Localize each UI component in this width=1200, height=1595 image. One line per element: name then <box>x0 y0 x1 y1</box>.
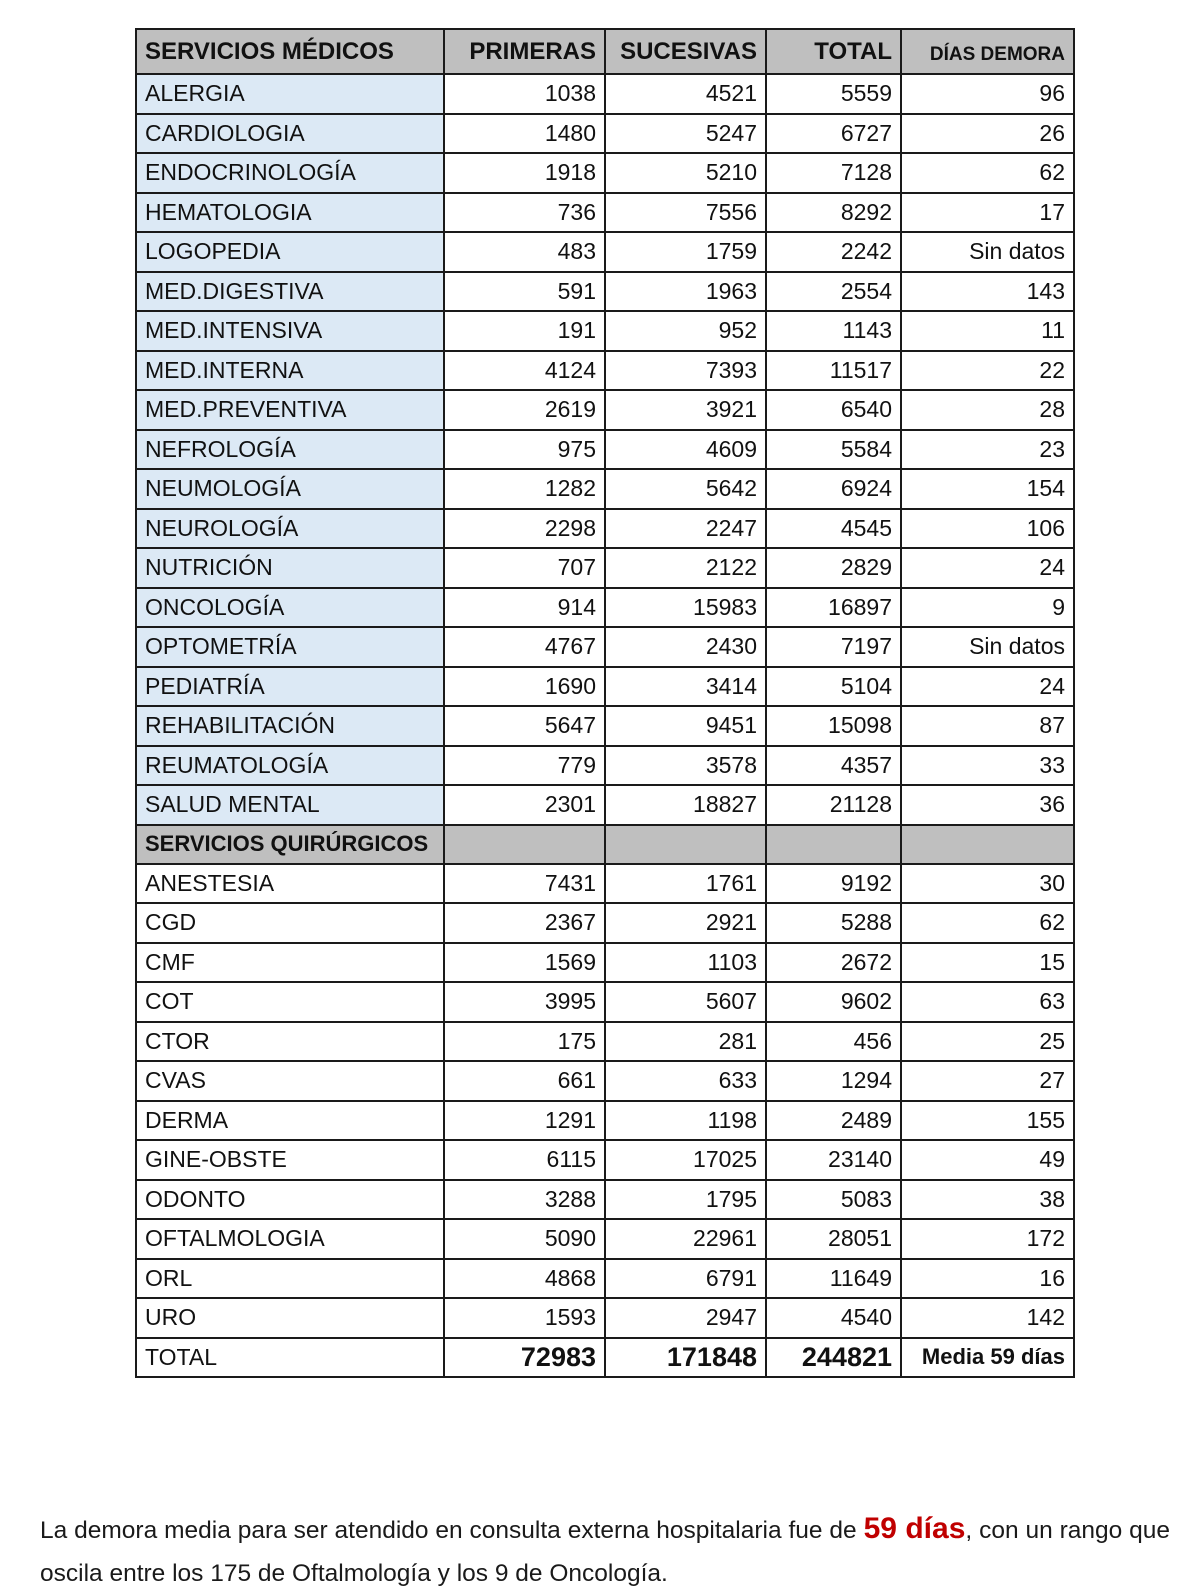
primeras-cell: 2301 <box>444 785 605 825</box>
dias-demora-cell: 155 <box>901 1101 1074 1141</box>
total-cell: 28051 <box>766 1219 901 1259</box>
total-sucesivas: 171848 <box>605 1338 766 1378</box>
table-header-row <box>136 29 1074 74</box>
sucesivas-cell: 15983 <box>605 588 766 628</box>
sucesivas-cell: 4521 <box>605 74 766 114</box>
service-name-cell: SALUD MENTAL <box>136 785 444 825</box>
sucesivas-cell: 5607 <box>605 982 766 1022</box>
table-row <box>136 1022 1074 1062</box>
dias-demora-cell: 17 <box>901 193 1074 233</box>
primeras-cell: 2367 <box>444 903 605 943</box>
section-empty-cell <box>605 825 766 864</box>
dias-demora-cell: 9 <box>901 588 1074 628</box>
surgical-section-header <box>136 825 1074 864</box>
sucesivas-cell: 2921 <box>605 903 766 943</box>
total-cell: 11517 <box>766 351 901 391</box>
service-name-cell: CMF <box>136 943 444 983</box>
sucesivas-cell: 3921 <box>605 390 766 430</box>
table-row <box>136 1101 1074 1141</box>
sucesivas-cell: 3578 <box>605 746 766 786</box>
table-row <box>136 706 1074 746</box>
dias-demora-cell: 36 <box>901 785 1074 825</box>
service-name-cell: MED.INTENSIVA <box>136 311 444 351</box>
table-row <box>136 746 1074 786</box>
primeras-cell: 2619 <box>444 390 605 430</box>
sucesivas-cell: 952 <box>605 311 766 351</box>
total-cell: 7197 <box>766 627 901 667</box>
dias-demora-cell: 87 <box>901 706 1074 746</box>
table-row <box>136 864 1074 904</box>
sucesivas-cell: 5642 <box>605 469 766 509</box>
sucesivas-cell: 3414 <box>605 667 766 707</box>
summary-text-start: La demora media para ser atendido en consulta externa hospitalaria fue de <box>40 1516 864 1544</box>
surgical-services-body <box>136 825 1074 1338</box>
sucesivas-cell: 1761 <box>605 864 766 904</box>
service-name-cell: HEMATOLOGIA <box>136 193 444 233</box>
service-name-cell: ORL <box>136 1259 444 1299</box>
total-cell: 21128 <box>766 785 901 825</box>
sucesivas-cell: 1103 <box>605 943 766 983</box>
total-cell: 15098 <box>766 706 901 746</box>
primeras-cell: 3995 <box>444 982 605 1022</box>
total-cell: 4545 <box>766 509 901 549</box>
dias-demora-cell: 96 <box>901 74 1074 114</box>
total-row <box>136 1338 1074 1378</box>
dias-demora-cell: 154 <box>901 469 1074 509</box>
primeras-cell: 1569 <box>444 943 605 983</box>
total-cell: 2489 <box>766 1101 901 1141</box>
table-row <box>136 588 1074 628</box>
total-cell: 16897 <box>766 588 901 628</box>
total-cell: 5104 <box>766 667 901 707</box>
table-row <box>136 272 1074 312</box>
table-row <box>136 1180 1074 1220</box>
sucesivas-cell: 4609 <box>605 430 766 470</box>
total-cell: 456 <box>766 1022 901 1062</box>
total-cell: 5559 <box>766 74 901 114</box>
dias-demora-cell: 106 <box>901 509 1074 549</box>
total-cell: 9602 <box>766 982 901 1022</box>
dias-demora-cell: 33 <box>901 746 1074 786</box>
section-empty-cell <box>444 825 605 864</box>
primeras-cell: 661 <box>444 1061 605 1101</box>
total-label: TOTAL <box>136 1338 444 1378</box>
dias-demora-cell: 25 <box>901 1022 1074 1062</box>
service-name-cell: MED.INTERNA <box>136 351 444 391</box>
sucesivas-cell: 2430 <box>605 627 766 667</box>
primeras-cell: 1593 <box>444 1298 605 1338</box>
dias-demora-cell: 143 <box>901 272 1074 312</box>
primeras-cell: 736 <box>444 193 605 233</box>
service-name-cell: CTOR <box>136 1022 444 1062</box>
total-cell: 4357 <box>766 746 901 786</box>
dias-demora-cell: Sin datos <box>901 232 1074 272</box>
service-name-cell: LOGOPEDIA <box>136 232 444 272</box>
summary-highlight-days: 59 días <box>863 1511 966 1545</box>
total-cell: 1294 <box>766 1061 901 1101</box>
sucesivas-cell: 18827 <box>605 785 766 825</box>
table-row <box>136 469 1074 509</box>
service-name-cell: COT <box>136 982 444 1022</box>
primeras-cell: 5647 <box>444 706 605 746</box>
primeras-cell: 707 <box>444 548 605 588</box>
service-name-cell: DERMA <box>136 1101 444 1141</box>
medical-services-body <box>136 74 1074 825</box>
table-row <box>136 903 1074 943</box>
service-name-cell: CVAS <box>136 1061 444 1101</box>
dias-demora-cell: 38 <box>901 1180 1074 1220</box>
dias-demora-cell: 24 <box>901 548 1074 588</box>
summary-paragraph <box>40 1507 1170 1595</box>
primeras-cell: 4767 <box>444 627 605 667</box>
dias-demora-cell: 49 <box>901 1140 1074 1180</box>
primeras-cell: 779 <box>444 746 605 786</box>
dias-demora-cell: 142 <box>901 1298 1074 1338</box>
table-row <box>136 311 1074 351</box>
dias-demora-cell: 26 <box>901 114 1074 154</box>
total-cell: 4540 <box>766 1298 901 1338</box>
primeras-cell: 1690 <box>444 667 605 707</box>
sucesivas-cell: 7556 <box>605 193 766 233</box>
total-cell: 8292 <box>766 193 901 233</box>
total-cell: 6540 <box>766 390 901 430</box>
service-name-cell: REHABILITACIÓN <box>136 706 444 746</box>
primeras-cell: 2298 <box>444 509 605 549</box>
sucesivas-cell: 281 <box>605 1022 766 1062</box>
service-name-cell: NEUMOLOGÍA <box>136 469 444 509</box>
services-table <box>135 28 1075 1378</box>
table-row <box>136 509 1074 549</box>
sucesivas-cell: 5210 <box>605 153 766 193</box>
total-cell: 1143 <box>766 311 901 351</box>
primeras-cell: 1918 <box>444 153 605 193</box>
total-cell: 2242 <box>766 232 901 272</box>
total-cell: 11649 <box>766 1259 901 1299</box>
table-row <box>136 351 1074 391</box>
primeras-cell: 914 <box>444 588 605 628</box>
table-row <box>136 74 1074 114</box>
sucesivas-cell: 2122 <box>605 548 766 588</box>
total-media-dias: Media 59 días <box>901 1338 1074 1378</box>
sucesivas-cell: 6791 <box>605 1259 766 1299</box>
dias-demora-cell: 172 <box>901 1219 1074 1259</box>
service-name-cell: REUMATOLOGÍA <box>136 746 444 786</box>
dias-demora-cell: 62 <box>901 903 1074 943</box>
service-name-cell: OPTOMETRÍA <box>136 627 444 667</box>
table-row <box>136 430 1074 470</box>
primeras-cell: 1038 <box>444 74 605 114</box>
total-cell: 2829 <box>766 548 901 588</box>
sucesivas-cell: 7393 <box>605 351 766 391</box>
table-row <box>136 1140 1074 1180</box>
service-name-cell: NUTRICIÓN <box>136 548 444 588</box>
summary-text-end: , con un rango que oscila entre los 175 de Oftalmología y los 9 de Oncología. <box>40 1516 1171 1587</box>
dias-demora-cell: 16 <box>901 1259 1074 1299</box>
service-name-cell: OFTALMOLOGIA <box>136 1219 444 1259</box>
dias-demora-cell: 27 <box>901 1061 1074 1101</box>
sucesivas-cell: 9451 <box>605 706 766 746</box>
total-cell: 6727 <box>766 114 901 154</box>
dias-demora-cell: 24 <box>901 667 1074 707</box>
section-empty-cell <box>901 825 1074 864</box>
service-name-cell: ALERGIA <box>136 74 444 114</box>
service-name-cell: GINE-OBSTE <box>136 1140 444 1180</box>
table-row <box>136 390 1074 430</box>
service-name-cell: CGD <box>136 903 444 943</box>
header-dias-demora: DÍAS DEMORA <box>901 29 1074 74</box>
primeras-cell: 4124 <box>444 351 605 391</box>
service-name-cell: NEUROLOGÍA <box>136 509 444 549</box>
total-cell: 5288 <box>766 903 901 943</box>
sucesivas-cell: 1198 <box>605 1101 766 1141</box>
section-empty-cell <box>766 825 901 864</box>
service-name-cell: URO <box>136 1298 444 1338</box>
table-row <box>136 548 1074 588</box>
sucesivas-cell: 2247 <box>605 509 766 549</box>
primeras-cell: 6115 <box>444 1140 605 1180</box>
total-total: 244821 <box>766 1338 901 1378</box>
dias-demora-cell: 22 <box>901 351 1074 391</box>
dias-demora-cell: Sin datos <box>901 627 1074 667</box>
total-cell: 9192 <box>766 864 901 904</box>
header-total: TOTAL <box>766 29 901 74</box>
dias-demora-cell: 11 <box>901 311 1074 351</box>
primeras-cell: 591 <box>444 272 605 312</box>
sucesivas-cell: 1963 <box>605 272 766 312</box>
header-servicios-medicos: SERVICIOS MÉDICOS <box>136 29 444 74</box>
primeras-cell: 5090 <box>444 1219 605 1259</box>
total-cell: 5584 <box>766 430 901 470</box>
total-cell: 7128 <box>766 153 901 193</box>
total-primeras: 72983 <box>444 1338 605 1378</box>
sucesivas-cell: 2947 <box>605 1298 766 1338</box>
dias-demora-cell: 23 <box>901 430 1074 470</box>
primeras-cell: 1282 <box>444 469 605 509</box>
dias-demora-cell: 28 <box>901 390 1074 430</box>
total-cell: 23140 <box>766 1140 901 1180</box>
sucesivas-cell: 1795 <box>605 1180 766 1220</box>
sucesivas-cell: 5247 <box>605 114 766 154</box>
dias-demora-cell: 15 <box>901 943 1074 983</box>
table-row <box>136 785 1074 825</box>
table-row <box>136 982 1074 1022</box>
service-name-cell: NEFROLOGÍA <box>136 430 444 470</box>
total-cell: 6924 <box>766 469 901 509</box>
table-row <box>136 1061 1074 1101</box>
table-row <box>136 193 1074 233</box>
primeras-cell: 975 <box>444 430 605 470</box>
primeras-cell: 4868 <box>444 1259 605 1299</box>
service-name-cell: PEDIATRÍA <box>136 667 444 707</box>
total-cell: 2672 <box>766 943 901 983</box>
sucesivas-cell: 22961 <box>605 1219 766 1259</box>
primeras-cell: 483 <box>444 232 605 272</box>
sucesivas-cell: 633 <box>605 1061 766 1101</box>
table-row <box>136 1298 1074 1338</box>
table-row <box>136 943 1074 983</box>
table-row <box>136 1219 1074 1259</box>
table-row <box>136 232 1074 272</box>
dias-demora-cell: 30 <box>901 864 1074 904</box>
dias-demora-cell: 62 <box>901 153 1074 193</box>
table-row <box>136 1259 1074 1299</box>
primeras-cell: 1480 <box>444 114 605 154</box>
table-row <box>136 114 1074 154</box>
table-row <box>136 667 1074 707</box>
total-cell: 5083 <box>766 1180 901 1220</box>
surgical-section-title: SERVICIOS QUIRÚRGICOS <box>136 825 444 864</box>
service-name-cell: ONCOLOGÍA <box>136 588 444 628</box>
sucesivas-cell: 1759 <box>605 232 766 272</box>
sucesivas-cell: 17025 <box>605 1140 766 1180</box>
primeras-cell: 191 <box>444 311 605 351</box>
primeras-cell: 3288 <box>444 1180 605 1220</box>
primeras-cell: 7431 <box>444 864 605 904</box>
header-primeras: PRIMERAS <box>444 29 605 74</box>
service-name-cell: ODONTO <box>136 1180 444 1220</box>
total-cell: 2554 <box>766 272 901 312</box>
service-name-cell: ENDOCRINOLOGÍA <box>136 153 444 193</box>
primeras-cell: 1291 <box>444 1101 605 1141</box>
service-name-cell: MED.PREVENTIVA <box>136 390 444 430</box>
table-row <box>136 153 1074 193</box>
service-name-cell: ANESTESIA <box>136 864 444 904</box>
header-sucesivas: SUCESIVAS <box>605 29 766 74</box>
service-name-cell: MED.DIGESTIVA <box>136 272 444 312</box>
primeras-cell: 175 <box>444 1022 605 1062</box>
table-row <box>136 627 1074 667</box>
dias-demora-cell: 63 <box>901 982 1074 1022</box>
service-name-cell: CARDIOLOGIA <box>136 114 444 154</box>
